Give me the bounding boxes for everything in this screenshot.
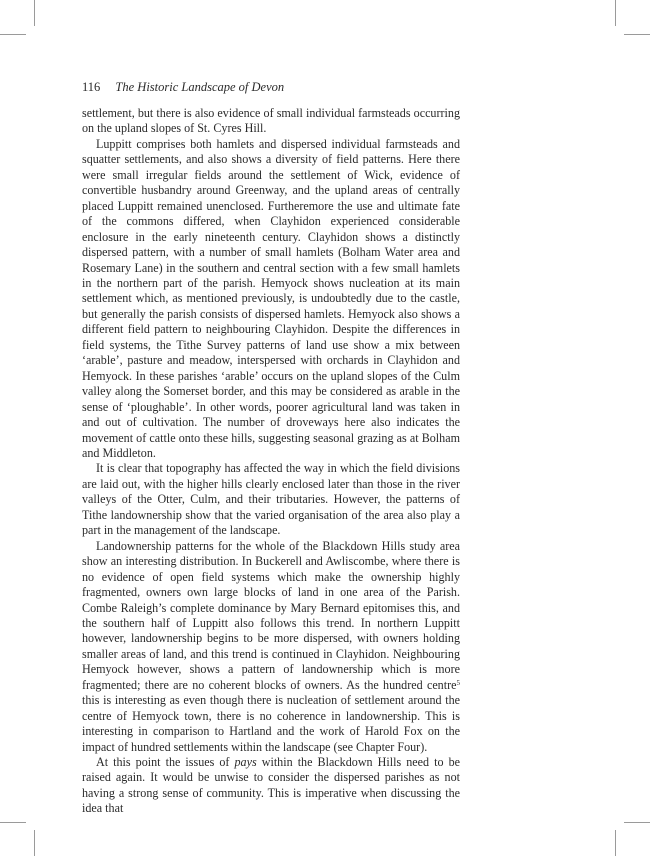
page-number: 116 [82,80,101,94]
crop-mark [0,822,26,823]
body-text [82,106,460,817]
paragraph: settlement, but there is also evidence of small individual farmsteads occurring on the upland slopes of St. Cyres Hill. [82,106,460,136]
crop-mark [624,34,650,35]
paragraph-text: Landownership patterns for the whole of the Blackdown Hills study area show an interesting distribution. In Buckerell and Awliscombe, where there is no evidence of open field systems which make the ownership highly fragmented, owners own large blocks of land in one area of the Parish. Combe Raleigh’s complete dominance by Mary Bernard epitomises this, and the southern half of Luppitt also follows this trend. In northern Luppitt however, landownership begins to be more dispersed, with owners holding smaller areas of land, and this trend is continued in Clayhidon. Neighbouring Hemyock however, shows a pattern of landownership which is more fragmented; there are no coherent blocks of owners. As the hundred centre [82,538,460,692]
running-title: The Historic Landscape of Devon [115,80,285,94]
crop-mark [615,0,616,26]
crop-mark [624,822,650,823]
paragraph: Luppitt comprises both hamlets and dispersed individual farmsteads and squatter settlements, and also shows a diversity of field patterns. Here there were small irregular fields around the settlement of Wick, evidence of convertible husbandry around Greenway, and the upland areas of centrally placed Luppitt remained unenclosed. Furtheremore the use and ultimate fate of the commons differed, when Clayhidon experienced considerable enclosure in the early nineteenth century. Clayhidon shows a distinctly dispersed pattern, with a number of small hamlets (Bolham Water area and Rosemary Lane) in the southern and central section with a few small hamlets in the northern part of the parish. Hemyock shows nucleation at its main settlement which, as mentioned previously, is undoubtedly due to the castle, but generally the parish consists of dispersed hamlets. Hemyock also shows a different field pattern to neighbouring Clayhidon. Despite the differences in field systems, the Tithe Survey patterns of land use show a mix between ‘arable’, pasture and meadow, interspersed with orchards in Clayhidon and Hemyock. In these parishes ‘arable’ occurs on the upland slopes of the Culm valley along the Somerset border, and this may be considered as arable in the sense of ‘ploughable’. In other words, poorer agricultural land was taken in and out of cultivation. The number of droveways here also indicates the movement of cattle onto these hills, suggesting seasonal grazing as at Bolham and Middleton. [82,136,460,460]
running-header [82,79,462,95]
paragraph-text: At this point the issues of [96,755,235,770]
paragraph [82,539,460,755]
paragraph [82,755,460,817]
footnote-ref[interactable]: 5 [456,678,460,687]
paragraph-text: this is interesting as even though there is nucleation of settlement around the centre of Hemyock town, there is no coherence in landownership. This is interesting in comparison to Hartland and the work of Harold Fox on the impact of hundred settlements within the landscape (see Chapter Four). [82,693,460,754]
crop-mark [34,0,35,26]
crop-mark [615,830,616,856]
crop-mark [0,34,26,35]
paragraph-text: within the Blackdown Hills need to be raised again. It would be unwise to consider the dispersed parishes as not having a strong sense of community. This is imperative when discussing the idea that [82,755,460,816]
paragraph: It is clear that topography has affected the way in which the field divisions are laid out, with the higher hills clearly enclosed later than those in the river valleys of the Otter, Culm, and their tributaries. However, the patterns of Tithe landownership show that the varied organisation of the area also play a part in the management of the landscape. [82,461,460,538]
italic-term: pays [234,755,257,770]
crop-mark [34,830,35,856]
